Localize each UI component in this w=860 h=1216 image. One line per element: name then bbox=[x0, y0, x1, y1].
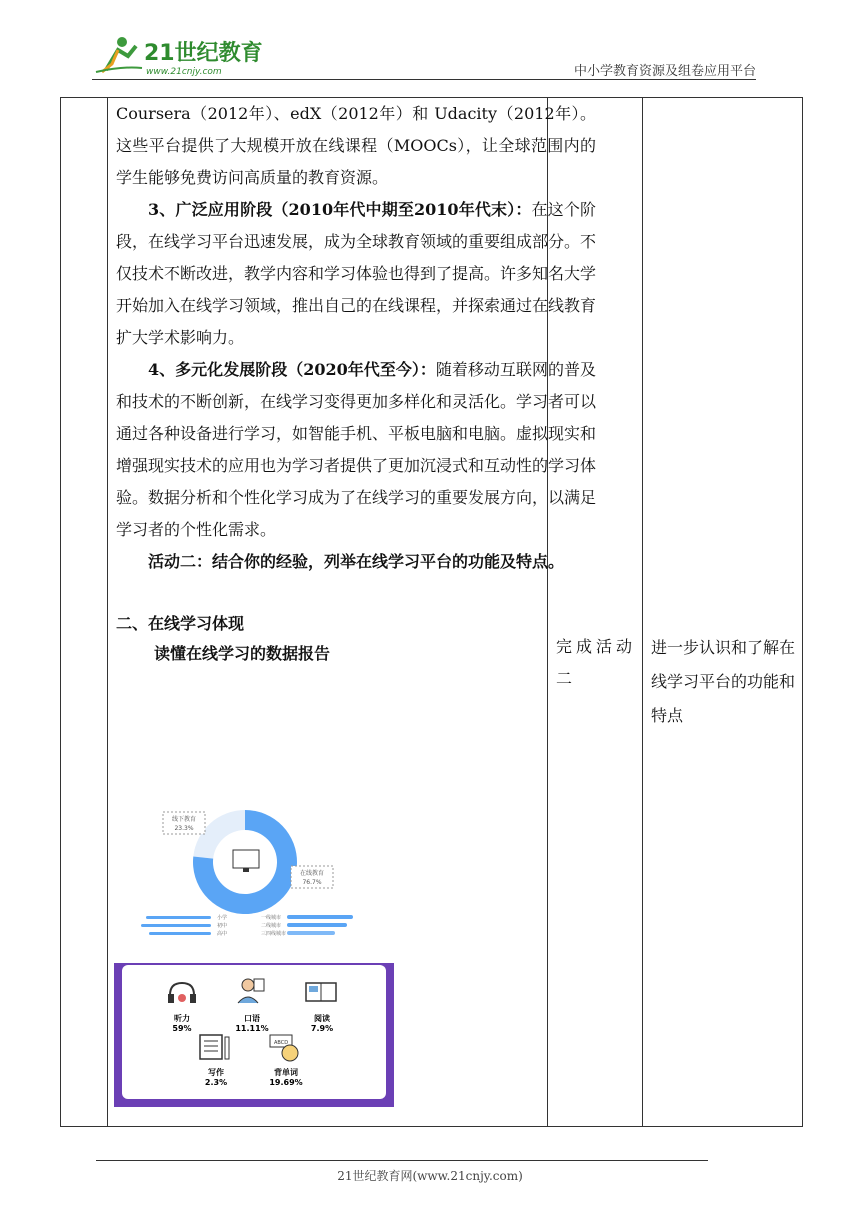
skill-value-listening: 59% bbox=[172, 1024, 192, 1033]
skill-label-reading: 阅读 bbox=[314, 1014, 330, 1023]
skill-value-reading: 7.9% bbox=[310, 1024, 334, 1033]
pie-label-offline: 线下教育 bbox=[171, 816, 197, 823]
legend-tier34: 三四线城市 bbox=[261, 931, 287, 937]
col-divider-1 bbox=[107, 98, 108, 1126]
paragraph-platforms: Coursera（2012年）、edX（2012年）和 Udacity（2012年）。这些平台提供了大规模开放在线课程（MOOCs），让全球范围内的学生能够免费访问高质量的教育资源。 bbox=[116, 104, 596, 187]
legend-middle: 初中 bbox=[217, 923, 228, 929]
legend-tier2: 二线城市 bbox=[261, 923, 282, 929]
platform-name: 中小学教育资源及组卷应用平台 bbox=[573, 64, 756, 79]
legend-bar-2 bbox=[141, 924, 211, 927]
col-divider-3 bbox=[642, 98, 643, 1126]
skill-label-vocabulary: 背单词 bbox=[274, 1068, 298, 1077]
paragraph-stage3 bbox=[116, 194, 596, 354]
stage4-title: 4、多元化发展阶段（2020年代至今）： bbox=[148, 360, 436, 379]
subtitle-data-report: 读懂在线学习的数据报告 bbox=[154, 644, 331, 663]
legend-bar-6 bbox=[287, 931, 335, 935]
monitor-icon bbox=[233, 850, 259, 868]
stage3-title: 3、广泛应用阶段（2010年代中期至2010年代末）： bbox=[148, 200, 532, 219]
legend-bar-3 bbox=[149, 932, 211, 935]
skill-value-vocabulary: 19.69% bbox=[269, 1078, 303, 1087]
footer-text: 21世纪教育网(www.21cnjy.com) bbox=[337, 1169, 523, 1183]
site-logo bbox=[92, 32, 262, 80]
svg-text:ABCD: ABCD bbox=[273, 1040, 289, 1046]
header-divider bbox=[92, 79, 756, 80]
purpose-cell: 进一步认识和了解在线学习平台的功能和特点 bbox=[651, 638, 796, 725]
stage4-text: 随着移动互联网的普及和技术的不断创新，在线学习变得更加多样化和灵活化。学习者可以通过各种设备进行学习，如智能手机、平板电脑和电脑。虚拟现实和增强现实技术的应用也为学习者提供了更加沉浸式和互动性的学习体验。数据分析和个性化学习成为了在线学习的重要发展方向，以满足学习者的个性化需求。 bbox=[116, 360, 597, 539]
pie-value-online: 76.7% bbox=[302, 879, 322, 886]
activity-cell: 完成活动二 bbox=[556, 637, 637, 688]
book-icon bbox=[306, 983, 336, 1001]
legend-high: 高中 bbox=[217, 931, 228, 937]
pie-label-online: 在线教育 bbox=[299, 870, 325, 877]
legend-bar-5 bbox=[287, 923, 347, 927]
skill-value-writing: 2.3% bbox=[204, 1078, 228, 1087]
legend-bar-4 bbox=[287, 915, 353, 919]
content-cell bbox=[116, 98, 596, 668]
lesson-table bbox=[60, 97, 803, 1127]
skill-value-speaking: 11.11% bbox=[235, 1024, 269, 1033]
writing-icon bbox=[200, 1035, 229, 1059]
activity2-prompt: 活动二：结合你的经验，列举在线学习平台的功能及特点。 bbox=[148, 552, 565, 571]
footer-divider bbox=[96, 1160, 708, 1161]
skill-label-speaking: 口语 bbox=[244, 1014, 260, 1023]
pie-chart-figure bbox=[141, 798, 361, 948]
legend-tier1: 一线城市 bbox=[261, 915, 282, 921]
pie-value-offline: 23.3% bbox=[174, 825, 194, 832]
section2-heading: 二、在线学习体现 bbox=[116, 614, 245, 633]
stage3-text: 在这个阶段，在线学习平台迅速发展，成为全球教育领域的重要组成部分。不仅技术不断改进，教学内容和学习体验也得到了提高。许多知名大学开始加入在线学习领域，推出自己的在线课程，并探索通过在线教育扩大学术影响力。 bbox=[116, 200, 597, 347]
paragraph-stage4 bbox=[116, 354, 596, 546]
legend-bar-1 bbox=[146, 916, 211, 919]
skill-label-listening: 听力 bbox=[174, 1014, 190, 1023]
logo-text: 21世纪教育 bbox=[144, 41, 262, 66]
logo-url: www.21cnjy.com bbox=[146, 67, 222, 77]
skill-label-writing: 写作 bbox=[208, 1068, 224, 1077]
skills-figure bbox=[114, 963, 394, 1107]
legend-primary: 小学 bbox=[217, 915, 228, 921]
